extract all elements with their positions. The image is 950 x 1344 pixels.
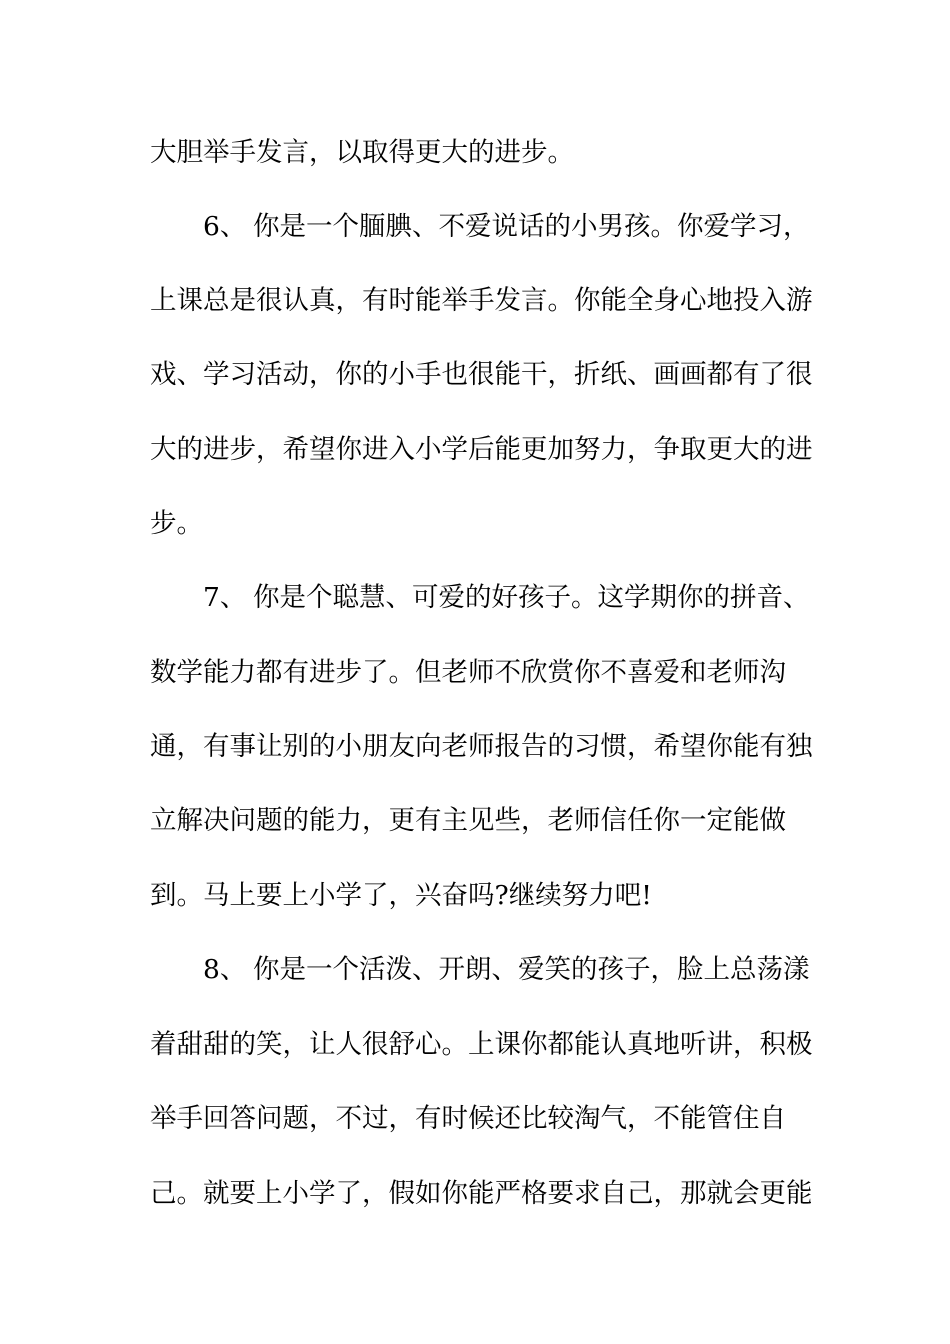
text-line: 戏、学习活动，你的小手也很能干，折纸、画画都有了很	[150, 359, 813, 390]
text-line: 立解决问题的能力，更有主见些，老师信任你一定能做	[150, 805, 786, 836]
paragraph-8-first-line	[203, 950, 853, 990]
text-line: 举手回答问题，不过，有时候还比较淘气，不能管住自	[150, 1103, 786, 1134]
item-number-7: 7、	[203, 582, 247, 613]
text-line: 己。就要上小学了，假如你能严格要求自己，那就会更能	[150, 1178, 813, 1209]
text-line: 你是一个活泼、开朗、爱笑的孩子，脸上总荡漾	[253, 954, 810, 985]
text-line: 大胆举手发言，以取得更大的进步。	[150, 137, 574, 168]
paragraph-7-first-line	[203, 578, 853, 618]
text-line: 着甜甜的笑，让人很舒心。上课你都能认真地听讲，积极	[150, 1029, 813, 1060]
text-line: 大的进步，希望你进入小学后能更加努力，争取更大的进	[150, 434, 813, 465]
text-line: 上课总是很认真，有时能举手发言。你能全身心地投入游	[150, 285, 813, 316]
text-line: 步。	[150, 508, 203, 539]
text-line: 数学能力都有进步了。但老师不欣赏你不喜爱和老师沟	[150, 657, 786, 688]
item-number-8: 8、	[203, 954, 247, 985]
text-line: 你是个聪慧、可爱的好孩子。这学期你的拼音、	[253, 582, 810, 613]
paragraph-6-first-line	[203, 207, 853, 247]
text-line: 你是一个腼腆、不爱说话的小男孩。你爱学习，	[253, 211, 810, 242]
text-line: 到。马上要上小学了，兴奋吗?继续努力吧!	[150, 880, 652, 911]
item-number-6: 6、	[203, 211, 247, 242]
text-line: 通，有事让别的小朋友向老师报告的习惯，希望你能有独	[150, 731, 813, 762]
